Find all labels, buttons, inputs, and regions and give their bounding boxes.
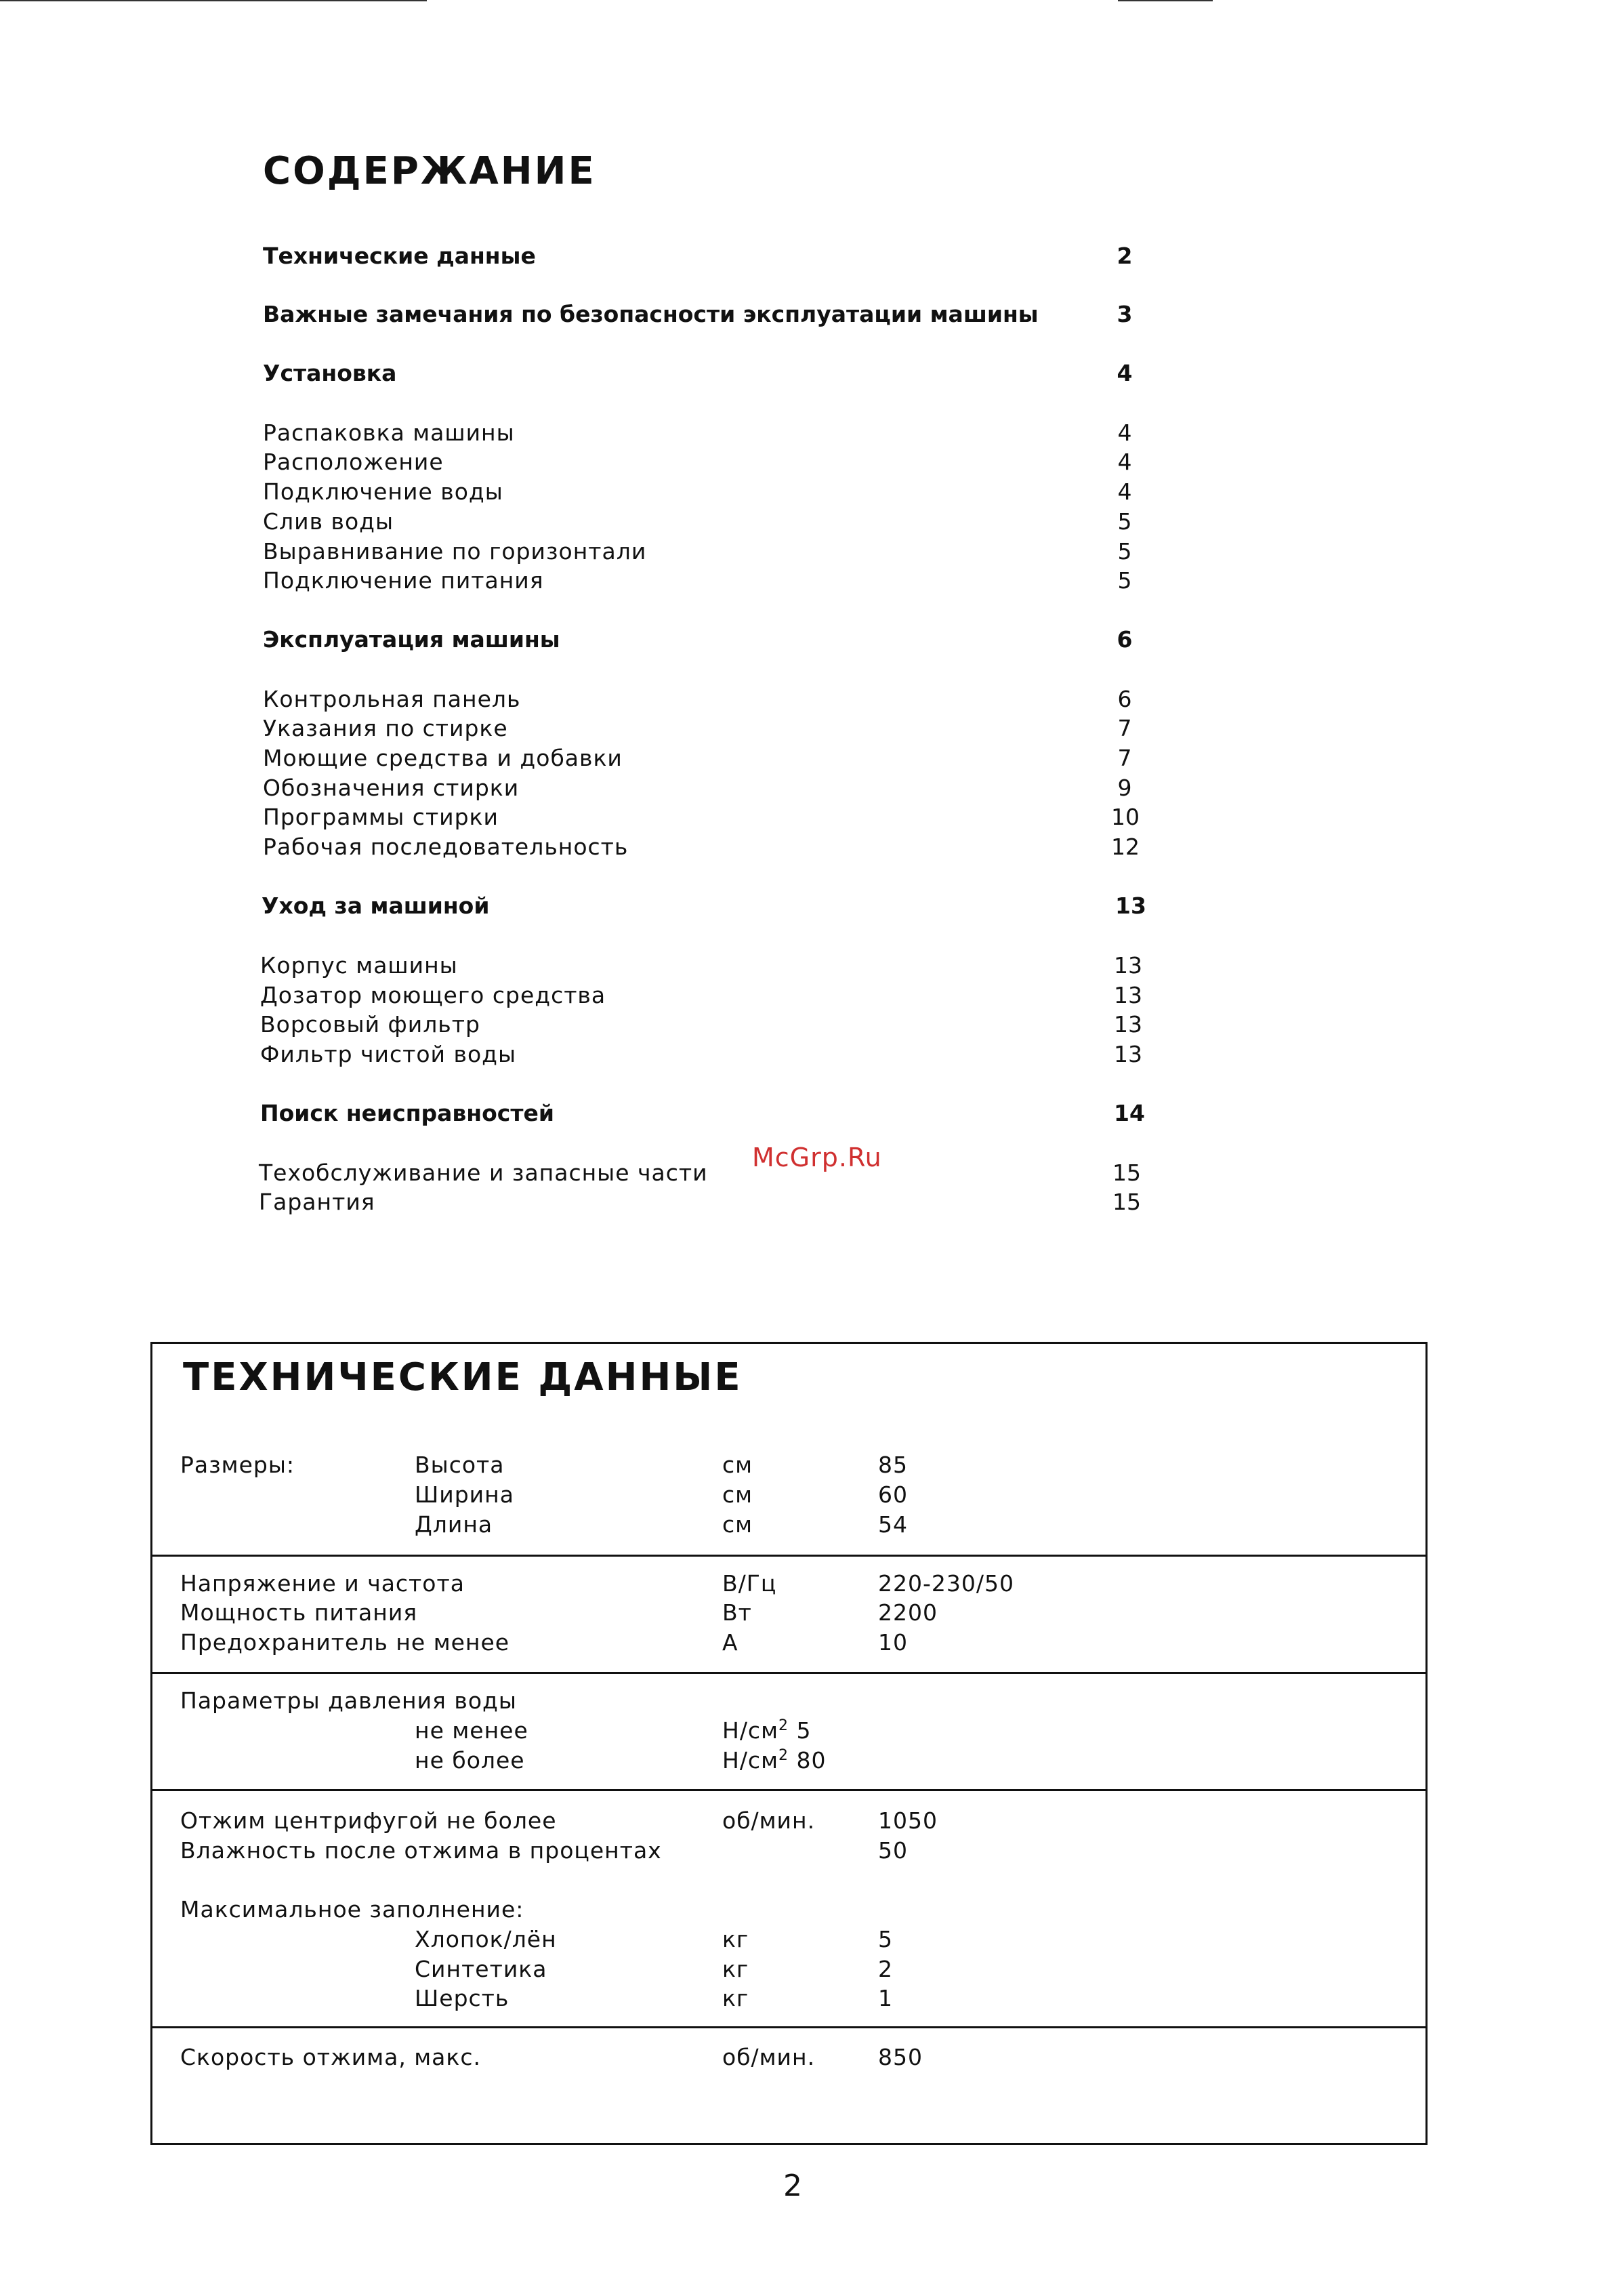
toc-page-number: 13 [1114, 952, 1142, 979]
spec-name: Высота [415, 1452, 505, 1478]
scan-artifact-line [0, 0, 427, 1]
toc-page-number: 15 [1112, 1189, 1141, 1215]
spec-value: 220-230/50 [878, 1570, 1014, 1597]
toc-section-tech-data[interactable]: Технические данные [263, 243, 536, 269]
toc-page-number: 13 [1115, 893, 1146, 919]
toc-page-number: 10 [1111, 804, 1140, 830]
toc-page-number: 7 [1117, 715, 1132, 741]
spec-name: Шерсть [415, 1985, 509, 2011]
spec-unit: см [722, 1511, 753, 1538]
toc-item[interactable]: Распаковка машины [263, 419, 515, 446]
spec-name: Отжим центрифугой не более [180, 1807, 557, 1834]
toc-item[interactable]: Подключение питания [263, 567, 544, 594]
spec-value: 1 [878, 1985, 893, 2011]
toc-page-number: 2 [1117, 243, 1133, 269]
toc-item[interactable]: Программы стирки [263, 804, 499, 830]
spec-value: 2 [878, 1956, 893, 1982]
toc-page-number: 4 [1117, 478, 1132, 505]
toc-page-number: 13 [1114, 1011, 1142, 1038]
spec-unit: кг [722, 1956, 749, 1982]
toc-page-number: 5 [1117, 538, 1132, 565]
spec-name: Хлопок/лён [415, 1926, 557, 1952]
spec-value: 1050 [878, 1807, 938, 1834]
spec-unit: В/Гц [722, 1570, 777, 1597]
spec-name: Синтетика [415, 1956, 547, 1982]
spec-unit: кг [722, 1926, 749, 1952]
spec-value: 10 [878, 1629, 908, 1656]
toc-section-care[interactable]: Уход за машиной [262, 893, 490, 919]
spec-name: Длина [415, 1511, 493, 1538]
spec-unit: см [722, 1481, 753, 1508]
spec-unit: А [722, 1629, 738, 1656]
toc-page-number: 15 [1112, 1160, 1141, 1186]
toc-page-number: 6 [1117, 626, 1133, 653]
toc-page-number: 13 [1114, 1041, 1142, 1067]
toc-page-number: 6 [1117, 686, 1132, 712]
scan-artifact-line [1118, 0, 1213, 1]
toc-item[interactable]: Корпус машины [260, 952, 458, 979]
spec-value: 60 [878, 1481, 908, 1508]
watermark-text: McGrp.Ru [752, 1143, 882, 1172]
spec-name: Мощность питания [180, 1599, 418, 1626]
spec-unit: об/мин. [722, 1807, 816, 1834]
spec-value: 850 [878, 2044, 923, 2070]
toc-item[interactable]: Техобслуживание и запасные части [259, 1160, 708, 1186]
toc-item[interactable]: Гарантия [259, 1189, 375, 1215]
spec-value: 50 [878, 1837, 908, 1864]
spec-name: Скорость отжима, макс. [180, 2044, 481, 2070]
spec-name: Ширина [415, 1481, 514, 1508]
toc-page-number: 9 [1117, 775, 1132, 801]
toc-item[interactable]: Выравнивание по горизонтали [263, 538, 647, 565]
spec-name: не менее [415, 1717, 528, 1744]
toc-title: СОДЕРЖАНИЕ [263, 149, 596, 193]
spec-value: 5 [878, 1926, 893, 1952]
spec-value: 85 [878, 1452, 908, 1478]
page-number: 2 [783, 2169, 802, 2203]
spec-unit: $Н/см^2$ 80 [722, 1747, 827, 1774]
toc-item[interactable]: Указания по стирке [263, 715, 508, 741]
spec-name: не более [415, 1747, 525, 1774]
toc-page-number: 4 [1117, 419, 1132, 446]
section-divider [152, 1555, 1425, 1557]
spec-group-label: Размеры: [180, 1452, 295, 1478]
spec-unit: $Н/см^2$ 5 [722, 1717, 812, 1744]
toc-page-number: 14 [1114, 1100, 1145, 1126]
toc-page-number: 3 [1117, 301, 1133, 327]
section-divider [152, 1672, 1425, 1674]
toc-page-number: 7 [1117, 745, 1132, 771]
tech-data-title: ТЕХНИЧЕСКИЕ ДАННЫЕ [183, 1355, 743, 1399]
toc-item[interactable]: Дозатор моющего средства [260, 982, 606, 1008]
spec-value: 2200 [878, 1599, 938, 1626]
toc-item[interactable]: Расположение [263, 449, 444, 475]
toc-section-installation[interactable]: Установка [263, 360, 397, 386]
spec-group-label: Максимальное заполнение: [180, 1896, 524, 1923]
toc-page-number: 4 [1117, 360, 1133, 386]
section-divider [152, 1789, 1425, 1791]
toc-page-number: 13 [1114, 982, 1142, 1008]
toc-item[interactable]: Фильтр чистой воды [260, 1041, 517, 1067]
spec-name: Влажность после отжима в процентах [180, 1837, 662, 1864]
spec-unit: кг [722, 1985, 749, 2011]
spec-name: Предохранитель не менее [180, 1629, 510, 1656]
toc-item[interactable]: Подключение воды [263, 478, 503, 505]
spec-unit: Вт [722, 1599, 752, 1626]
spec-unit: об/мин. [722, 2044, 816, 2070]
spec-name: Напряжение и частота [180, 1570, 465, 1597]
toc-section-operation[interactable]: Эксплуатация машины [263, 626, 560, 653]
toc-page-number: 4 [1117, 449, 1132, 475]
toc-section-troubleshooting[interactable]: Поиск неисправностей [260, 1100, 554, 1126]
toc-item[interactable]: Слив воды [263, 508, 394, 535]
spec-group-label: Параметры давления воды [180, 1687, 517, 1714]
toc-page-number: 5 [1117, 508, 1132, 535]
spec-value: 54 [878, 1511, 908, 1538]
toc-section-safety[interactable]: Важные замечания по безопасности эксплуатации машины [263, 301, 1039, 327]
toc-page-number: 5 [1117, 567, 1132, 594]
toc-page-number: 12 [1111, 834, 1140, 860]
toc-item[interactable]: Обозначения стирки [263, 775, 520, 801]
section-divider [152, 2026, 1425, 2028]
toc-item[interactable]: Моющие средства и добавки [263, 745, 623, 771]
spec-unit: см [722, 1452, 753, 1478]
toc-item[interactable]: Ворсовый фильтр [260, 1011, 480, 1038]
toc-item[interactable]: Контрольная панель [263, 686, 521, 712]
toc-item[interactable]: Рабочая последовательность [263, 834, 629, 860]
